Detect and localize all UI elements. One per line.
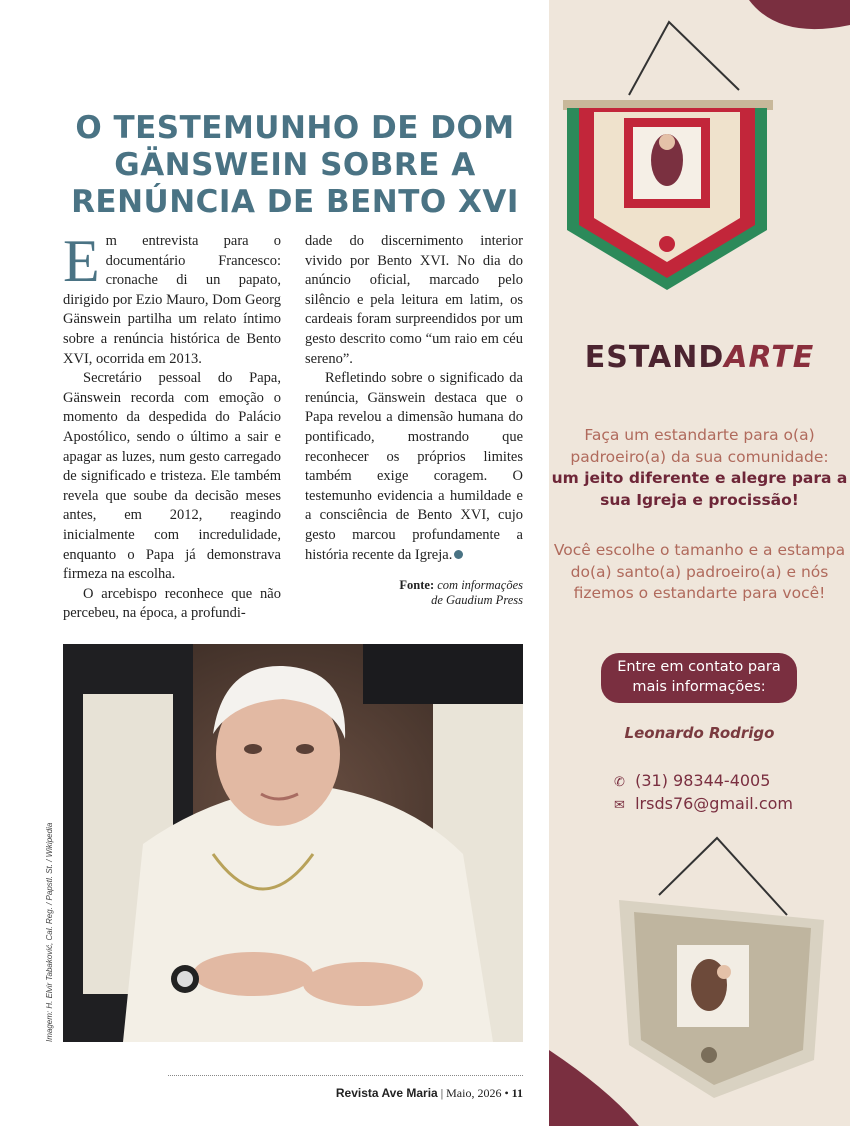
phone-icon: ✆	[614, 775, 625, 790]
contact-phone	[614, 771, 770, 790]
source-line-1: com informações	[437, 578, 523, 592]
paragraph-text: Refletindo sobre o significado da renúncia, Gänswein destaca que o Papa revelou a dimensão humana do pontificado, mostrando que reconhecer os próprios limites também exige coragem. O testemunho evidencia a humildade e a consciência de Bento XVI, cujo gesto marcou profundamente a história recente da Igreja.	[305, 370, 523, 563]
photo-credit: Imagem: H. Elvir Tabaković, Cal. Reg. / Papstl. St. / Wikipedia	[45, 822, 54, 1042]
article-column-1	[63, 228, 281, 624]
paragraph: dade do discernimento interior vivido por Bento XVI. No dia do anúncio oficial, marcado pelo silêncio e pela leitura em latim, os cardeais foram surpreendidos por um gesto descrito como “um raio em céu sereno”.	[305, 233, 523, 367]
banner-bottom-icon	[619, 838, 824, 1098]
paragraph: Secretário pessoal do Papa, Gänswein recorda com emoção o momento da despedida do Palácio Apostólico, sendo o último a sair e apagar as luzes, num gesto carregado de significado e tristeza. Ele também revela que soube da decisão meses antes, em 2012, reagindo inicialmente com incredulidade, enquanto o Papa já demonstrava firmeza na escolha.	[63, 370, 281, 583]
callout-line-1: Entre em contato para	[617, 659, 781, 675]
source-line-2: de Gaudium Press	[431, 593, 523, 607]
magazine-name: Revista Ave Maria	[335, 1086, 438, 1100]
pope-photo	[63, 644, 523, 1042]
source-note	[305, 578, 523, 608]
end-mark-icon	[454, 550, 463, 559]
callout-line-2: mais informações:	[632, 679, 766, 695]
contact-name: Leonardo Rodrigo	[624, 724, 775, 742]
phone-number: (31) 98344-4005	[635, 771, 771, 790]
ad-description: Você escolhe o tamanho e a estampa do(a) santo(a) padroeiro(a) e nós fizemos o estandarte para você!	[553, 541, 846, 602]
brand-part-2: ARTE	[724, 340, 815, 375]
brand-part-1: ESTAND	[584, 340, 725, 375]
footer-divider	[168, 1075, 523, 1076]
paragraph-text: m entrevista para o documentário Francesco: cronache di un papato, dirigido por Ezio Mauro, Dom Georg Gänswein partilha um relato íntimo sobre a renúncia histórica de Bento XVI, ocorrida em 2013.	[63, 233, 281, 367]
banner-top-icon	[563, 22, 773, 290]
pope-illustration	[63, 644, 523, 1042]
article-column-2	[305, 232, 523, 565]
ad-pitch	[549, 425, 850, 511]
paragraph	[305, 369, 523, 565]
estandarte-advertisement	[549, 0, 850, 1126]
paragraph: O arcebispo reconhece que não percebeu, na época, a profundi-	[63, 585, 281, 622]
envelope-icon: ✉	[614, 798, 625, 813]
source-label: Fonte:	[399, 578, 435, 592]
issue-date: Maio, 2026 •	[446, 1086, 509, 1100]
article-title	[70, 110, 520, 221]
paragraph	[63, 228, 281, 369]
contact-email	[614, 794, 793, 813]
drop-cap: E	[63, 228, 100, 294]
page-number: 11	[511, 1086, 523, 1100]
page-footer	[168, 1086, 523, 1101]
footer-separator: |	[440, 1086, 444, 1100]
brand-logo	[549, 340, 850, 375]
ad-pitch-text: Faça um estandarte para o(a) padroeiro(a) da sua comunidade:	[570, 426, 829, 466]
title-line-1: O TESTEMUNHO DE DOM	[75, 110, 515, 146]
title-line-2: GÄNSWEIN SOBRE A	[114, 147, 476, 183]
contact-callout	[601, 653, 797, 703]
ad-pitch-highlight: um jeito diferente e alegre para a sua Igreja e procissão!	[551, 469, 848, 509]
email-address: lrsds76@gmail.com	[635, 794, 793, 813]
title-line-3: RENÚNCIA DE BENTO XVI	[71, 184, 519, 220]
